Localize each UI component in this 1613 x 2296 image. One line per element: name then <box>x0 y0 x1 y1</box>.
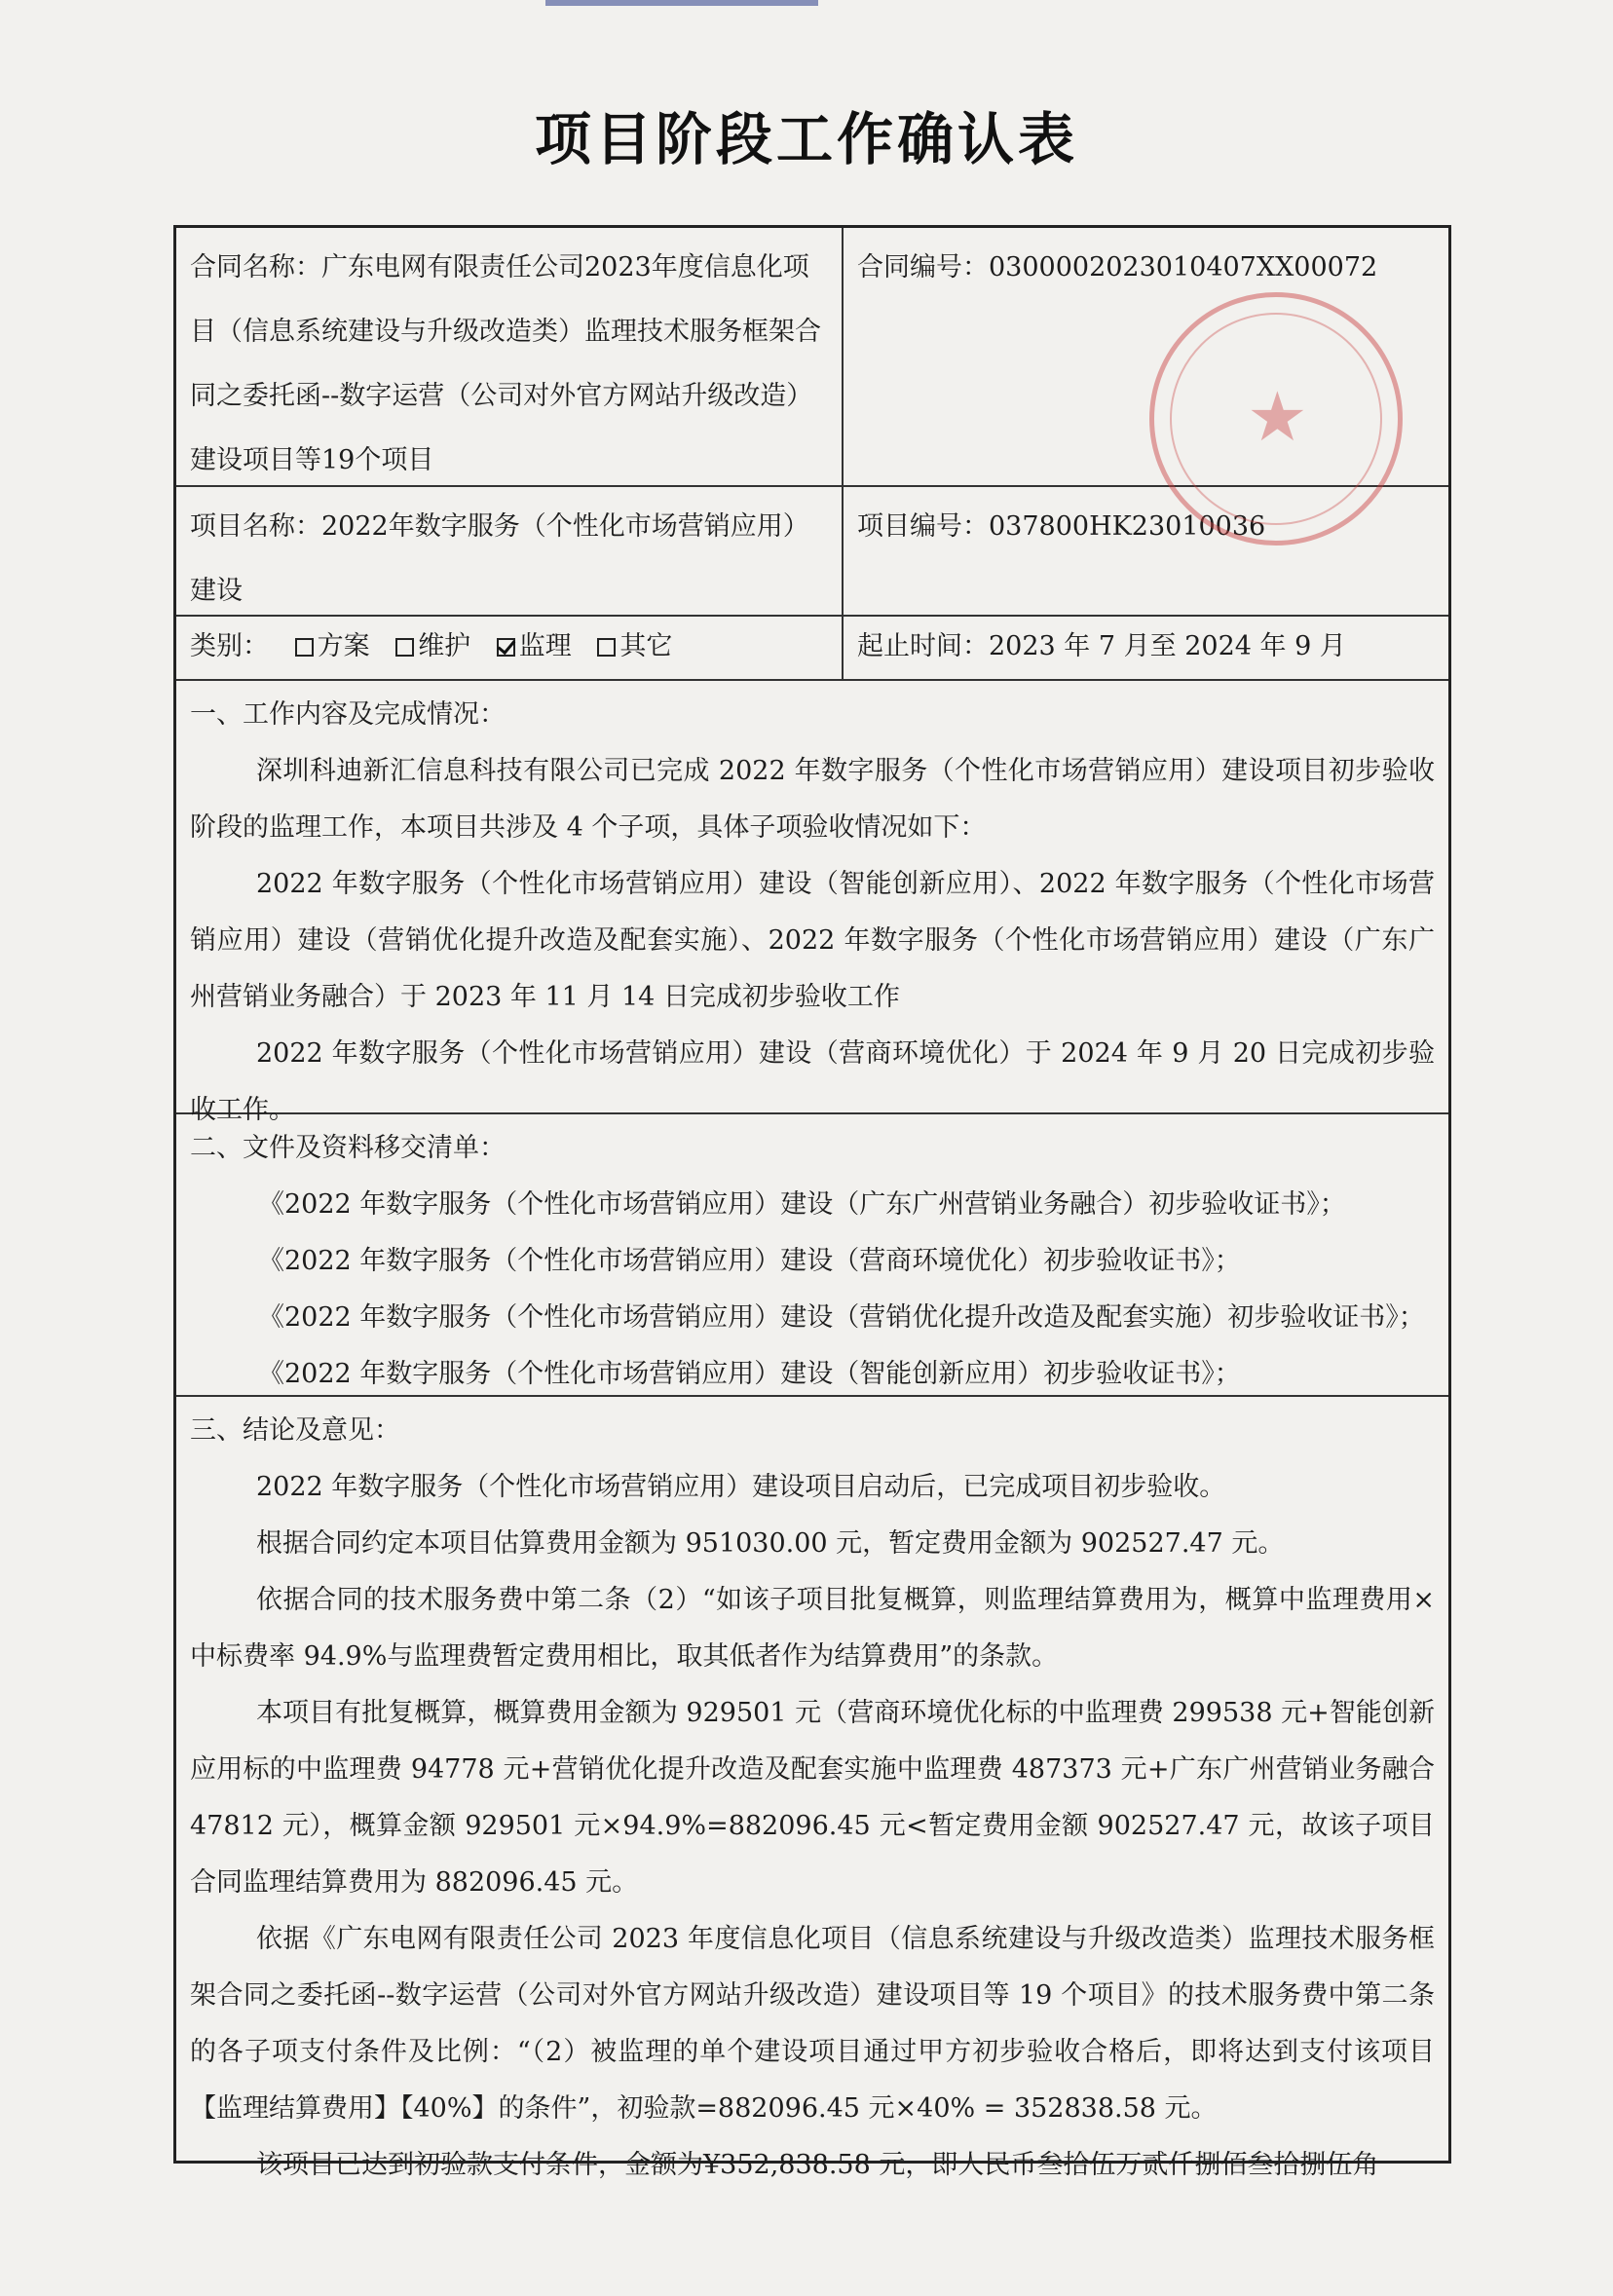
project-number-label: 项目编号： <box>857 511 989 542</box>
section2-heading: 二、文件及资料移交清单： <box>190 1133 506 1163</box>
handover-list-item: 《2022 年数字服务（个性化市场营销应用）建设（智能创新应用）初步验收证书》； <box>258 1359 1241 1389</box>
contract-name-cell <box>176 228 844 485</box>
section1-paragraph: 2022 年数字服务（个性化市场营销应用）建设（智能创新应用）、2022 年数字服务（个性化市场营销应用）建设（营销优化提升改造及配套实施）、2022 年数字服务（个性化市场营销应用）建设（广东广州营销业务融合）于 2023 年 11 月 14 日完成初步验收工作 <box>190 869 1435 1012</box>
confirmation-form <box>173 225 1451 2180</box>
section3-paragraph: 根据合同约定本项目估算费用金额为 951030.00 元，暂定费用金额为 902527.47 元。 <box>256 1528 1285 1559</box>
section-conclusion-body <box>176 1397 1448 2180</box>
category-row <box>176 617 1448 681</box>
category-cell <box>176 617 844 679</box>
option-other-label: 其它 <box>619 631 673 661</box>
checkbox-other[interactable] <box>597 638 616 657</box>
section-work-content <box>176 681 1448 1125</box>
seal-star-icon: ★ <box>1247 377 1308 457</box>
period-label: 起止时间： <box>857 631 989 661</box>
section-conclusion <box>176 1397 1448 2180</box>
checkbox-scheme[interactable] <box>295 638 314 657</box>
contract-name-label: 合同名称： <box>190 252 321 282</box>
section3-paragraph: 依据合同的技术服务费中第二条（2）“如该子项目批复概算，则监理结算费用为，概算中监理费用×中标费率 94.9%与监理费暂定费用相比，取其低者作为结算费用”的条款。 <box>190 1585 1435 1672</box>
option-scheme-label: 方案 <box>317 631 370 661</box>
checkbox-maintenance[interactable] <box>395 638 414 657</box>
option-supervision-label: 监理 <box>518 631 572 661</box>
handover-list-item: 《2022 年数字服务（个性化市场营销应用）建设（营商环境优化）初步验收证书》； <box>258 1246 1241 1276</box>
checkbox-supervision[interactable] <box>497 638 515 657</box>
section1-heading: 一、工作内容及完成情况： <box>190 699 506 730</box>
period-cell <box>844 617 1448 679</box>
contract-number-cell <box>844 228 1448 485</box>
handover-list-item: 《2022 年数字服务（个性化市场营销应用）建设（营销优化提升改造及配套实施）初步验收证书》； <box>258 1302 1425 1333</box>
project-name-cell <box>176 487 844 615</box>
page-title: 项目阶段工作确认表 <box>534 106 1078 172</box>
option-maintenance-label: 维护 <box>418 631 471 661</box>
section3-paragraph: 2022 年数字服务（个性化市场营销应用）建设项目启动后，已完成项目初步验收。 <box>256 1472 1226 1502</box>
period-value: 2023 年 7 月至 2024 年 9 月 <box>989 631 1346 661</box>
category-label: 类别： <box>190 631 269 661</box>
contract-number-label: 合同编号： <box>857 252 989 282</box>
section3-paragraph: 该项目已达到初验款支付条件，金额为¥352,838.58 元，即人民币叁拾伍万贰仟捌佰叁拾捌伍角 <box>256 2150 1379 2180</box>
contract-row <box>176 228 1448 487</box>
project-number-value: 037800HK23010036 <box>989 511 1266 542</box>
section3-paragraph: 依据《广东电网有限责任公司 2023 年度信息化项目（信息系统建设与升级改造类）监理技术服务框架合同之委托函--数字运营（公司对外官方网站升级改造）建设项目等 19 个项目》的技术服务费中第二条的各子项支付条件及比例：“（2）被监理的单个建设项目通过甲方初步验收合格后，即将达到支付该项目【监理结算费用】【40%】的条件”，初验款=882096.45 元×40% = 352838.58 元。 <box>190 1924 1435 2124</box>
section-handover-list-body <box>176 1114 1448 1395</box>
project-name-label: 项目名称： <box>190 511 321 542</box>
contract-name-value: 广东电网有限责任公司2023年度信息化项目（信息系统建设与升级改造类）监理技术服务框架合同之委托函--数字运营（公司对外官方网站升级改造）建设项目等19个项目 <box>190 252 821 475</box>
section-work-content-body <box>176 681 1448 1125</box>
section-handover-list <box>176 1114 1448 1397</box>
section1-paragraph: 2022 年数字服务（个性化市场营销应用）建设（营商环境优化）于 2024 年 9 月 20 日完成初步验收工作。 <box>190 1038 1435 1125</box>
handover-list-item: 《2022 年数字服务（个性化市场营销应用）建设（广东广州营销业务融合）初步验收证书》； <box>258 1189 1346 1220</box>
section3-paragraph: 本项目有批复概算，概算费用金额为 929501 元（营商环境优化标的中监理费 299538 元+智能创新应用标的中监理费 94778 元+营销优化提升改造及配套实施中监理费 487373 元+广东广州营销业务融合 47812 元），概算金额 929501 元×94.9%=882096.45 元<暂定费用金额 902527.47 元，故该子项目合同监理结算费用为 882096.45 元。 <box>190 1698 1435 1898</box>
project-number-cell <box>844 487 1448 615</box>
project-row <box>176 487 1448 617</box>
contract-number-value: 0300002023010407XX00072 <box>989 252 1378 282</box>
scan-edge-mark <box>545 0 818 6</box>
section1-paragraph: 深圳科迪新汇信息科技有限公司已完成 2022 年数字服务（个性化市场营销应用）建设项目初步验收阶段的监理工作，本项目共涉及 4 个子项，具体子项验收情况如下： <box>190 756 1435 843</box>
section3-heading: 三、结论及意见： <box>190 1415 400 1446</box>
project-name-value: 2022年数字服务（个性化市场营销应用）建设 <box>190 511 809 606</box>
